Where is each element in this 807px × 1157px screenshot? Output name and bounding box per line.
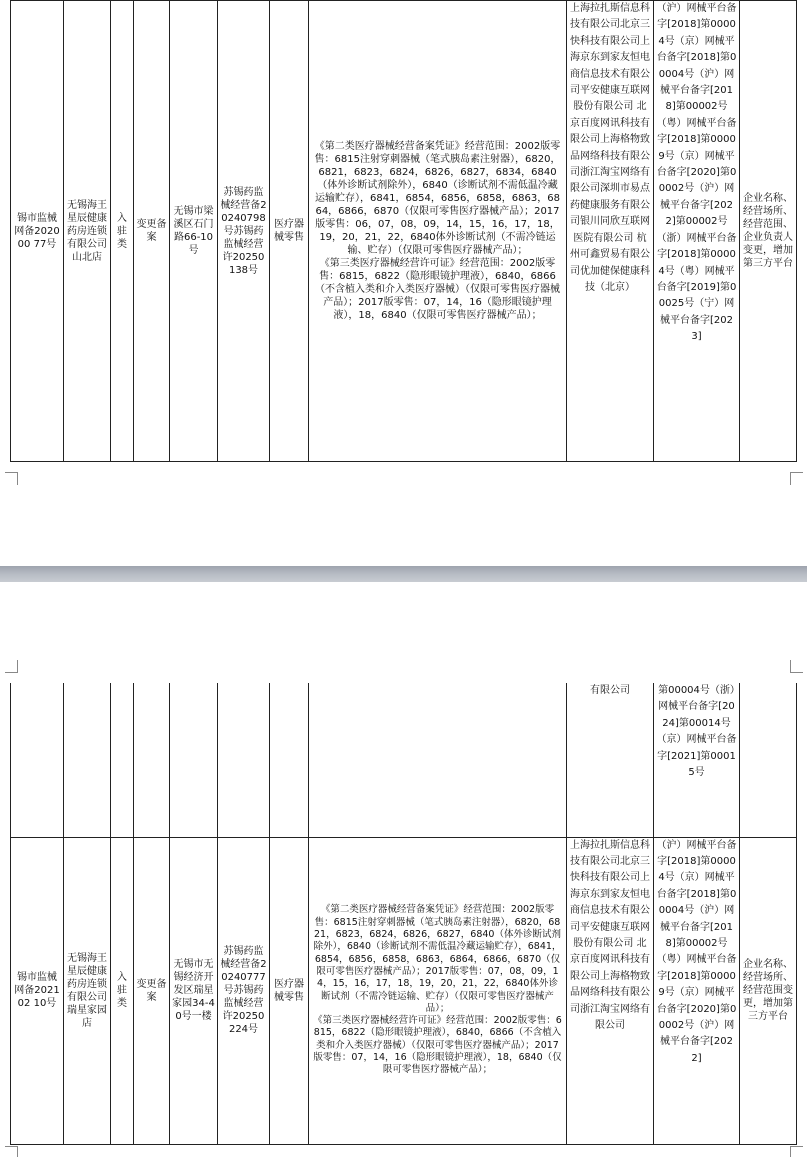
scope-class-three: 《第三类医疗器械经营许可证》经营范围：2002版零售：6815，6822（隐形眼镜护理液），6840，6866（不含植入类和介入类医疗器械）（仅限可零售医疗器械产品）；2017版零售：07，14，16（隐形眼镜护理液），18，6840（仅限可零售医疗器械产品）； — [313, 1015, 562, 1076]
page-separator — [0, 566, 807, 582]
address: 无锡市无锡经济开发区瑞星家园34-40号一楼 — [170, 837, 218, 1144]
page-corner-mark — [790, 660, 803, 673]
remark: 企业名称、经营场所、经营范围变更，增加第三方平台 — [740, 837, 797, 1144]
platform-names: 上海拉扎斯信息科技有限公司北京三快科技有限公司上海京东到家友恒电商信息技术有限公司平安健康互联网股份有限公司 北京百度网讯科技有限公司上海格物致品网络科技有限公司浙江淘宝网络有限公司深圳市易点药健康服务有限公司银川同欣互联网医院有限公司 杭州可鑫贸易有限公司优加健保健康科技（北京） — [567, 1, 654, 462]
table-row — [11, 1, 797, 462]
table-row — [11, 683, 797, 837]
license-number: 苏锡药监械经营备20240777号苏锡药监械经营许20250224号 — [218, 837, 270, 1144]
company-name: 无锡海王星辰健康药房连锁有限公司山北店 — [64, 1, 111, 462]
business-scope — [309, 837, 567, 1144]
license-number: 苏锡药监械经营备20240798号苏锡药监械经营许20250138号 — [218, 1, 270, 462]
platform-names-continued: 有限公司 — [567, 683, 654, 837]
change-type: 变更备案 — [134, 837, 170, 1144]
empty-cell — [134, 683, 170, 837]
record-number: 锡市监械网备202000 77号 — [11, 1, 64, 462]
empty-cell — [218, 683, 270, 837]
record-number: 锡市监械网备202102 10号 — [11, 837, 64, 1144]
empty-cell — [111, 683, 134, 837]
address: 无锡市梁溪区石门路66-10号 — [170, 1, 218, 462]
category: 入驻类 — [111, 1, 134, 462]
page-corner-mark — [5, 472, 18, 485]
scope-class-two: 《第二类医疗器械经营备案凭证》经营范围：2002版零售：6815注射穿刺器械（笔式胰岛素注射器），6820，6821，6823，6824，6826，6827，6834，6840（体外诊断试剂除外），6840（诊断试剂不需低温冷藏运输贮存），6841，6854，6856，6858，6863，6864，6866，6870（仅限可零售医疗器械产品）；2017版零售：06，07，08，09，14，15，16，17，18，19，20，21，22，6840体外诊断试剂（不需冷链运输、贮存）（仅限可零售医疗器械产品）； — [314, 141, 561, 256]
platform-filings-continued: 第00004号（浙）网械平台备字[2024]第00014号（京）网械平台备字[2021]第00015号 — [654, 683, 740, 837]
document-page-1 — [0, 0, 807, 566]
empty-cell — [11, 683, 64, 837]
table-row — [11, 837, 797, 1144]
page-corner-mark — [5, 660, 18, 673]
scope-class-three: 《第三类医疗器械经营许可证》经营范围：2002版零售：6815，6822（隐形眼镜护理液），6840，6866（不含植入类和介入类医疗器械）（仅限可零售医疗器械产品）；2017版零售：07，14，16（隐形眼镜护理液），18，6840（仅限可零售医疗器械产品）； — [315, 258, 560, 321]
platform-filings: （沪）网械平台备字[2018]第00004号（京）网械平台备字[2018]第00004号（沪）网械平台备字[2018]第00002号（粤）网械平台备字[2018]第00009号（京）网械平台备字[2020]第00002号（沪）网械平台备字[2022] — [654, 837, 740, 1144]
empty-cell — [170, 683, 218, 837]
page-corner-mark — [790, 1146, 803, 1157]
business-type: 医疗器械零售 — [270, 1, 309, 462]
remark: 企业名称、经营场所、经营范围、企业负责人变更，增加第三方平台 — [740, 1, 797, 462]
empty-cell — [270, 683, 309, 837]
record-table-page-2 — [10, 683, 797, 1145]
empty-cell — [309, 683, 567, 837]
category: 入驻类 — [111, 837, 134, 1144]
business-scope — [309, 1, 567, 462]
platform-names: 上海拉扎斯信息科技有限公司北京三快科技有限公司上海京东到家友恒电商信息技术有限公司平安健康互联网股份有限公司 北京百度网讯科技有限公司上海格物致品网络科技有限公司浙江淘宝网络有限公司 — [567, 837, 654, 1144]
change-type: 变更备案 — [134, 1, 170, 462]
empty-cell — [740, 683, 797, 837]
document-page-2 — [0, 582, 807, 1157]
page-corner-mark — [790, 472, 803, 485]
empty-cell — [64, 683, 111, 837]
platform-filings: （沪）网械平台备字[2018]第00004号（京）网械平台备字[2018]第00004号（沪）网械平台备字[2018]第00002号（粤）网械平台备字[2018]第00009号（京）网械平台备字[2020]第00002号（沪）网械平台备字[2022]第00002号（浙）网械平台备字[2018]第00004号（粤）网械平台备字[2019]第00025号（宁）网械平台备字[2023] — [654, 1, 740, 462]
record-table-page-1 — [10, 0, 797, 462]
page-corner-mark — [5, 1146, 18, 1157]
company-name: 无锡海王星辰健康药房连锁有限公司瑞星家园店 — [64, 837, 111, 1144]
scope-class-two: 《第二类医疗器械经营备案凭证》经营范围：2002版零售：6815注射穿刺器械（笔式胰岛素注射器），6820，6821，6823，6824，6826，6827，6840（体外诊断试剂除外），6840（诊断试剂不需低温冷藏运输贮存），6841，6854，6856，6858，6863，6864，6866，6870（仅限可零售医疗器械产品）；2017版零售：07，08，09，14，15，16，17，18，19，20，21，22，6840体外诊断试剂（不需冷链运输、贮存）（仅限可零售医疗器械产品）； — [313, 904, 562, 1014]
business-type: 医疗器械零售 — [270, 837, 309, 1144]
